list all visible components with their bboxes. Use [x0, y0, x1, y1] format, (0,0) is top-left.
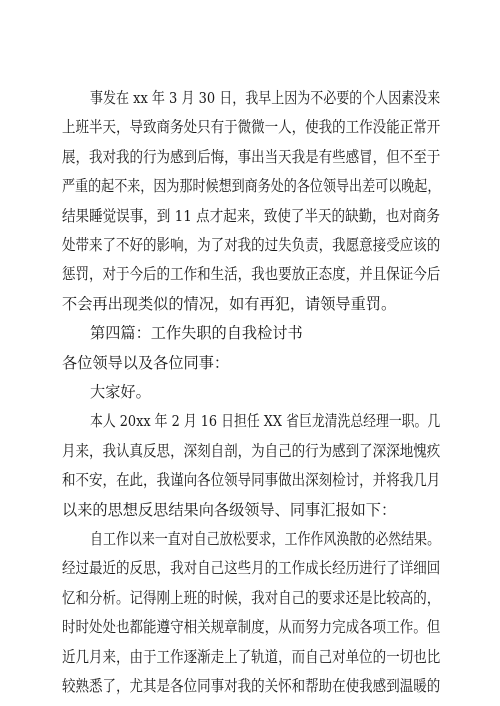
text-line: 处带来了不好的影响，为了对我的过失负责，我愿意接受应该的 — [62, 236, 441, 254]
text-line: 本人 20xx 年 2 月 16 日担任 XX 省巨龙清洗总经理一职。几 — [90, 412, 441, 431]
text-line: 不会再出现类似的情况，如有再犯，请领导重罚。 — [62, 294, 397, 313]
text-line: 月来，我认真反思，深刻自剖，为自己的行为感到了深深地愧疚 — [62, 441, 441, 460]
text-line: 展，我对我的行为感到后悔，事出当天我是有些感冒，但不至于 — [62, 147, 441, 166]
text-line: 时时处处也都能遵守相关规章制度，从而努力完成各项工作。但 — [62, 618, 441, 637]
text-line: 事发在 xx 年 3 月 30 日，我早上因为不必要的个人因素没来 — [90, 89, 441, 107]
text-line: 经过最近的反思，我对自己这些月的工作成长经历进行了详细回 — [62, 559, 441, 578]
text-line: 结果睡觉误事，到 11 点才起来，致使了半天的缺勤，也对商务 — [62, 206, 440, 225]
salutation: 各位领导以及各位同事： — [62, 353, 230, 372]
text-line: 和不安，在此，我谨向各位领导同事做出深刻检讨，并将我几月 — [62, 471, 441, 490]
text-line: 近几月来，由于工作逐渐走上了轨道，而自己对单位的一切也比 — [62, 647, 441, 666]
text-line: 自工作以来一直对自己放松要求，工作作风涣散的必然结果。 — [90, 530, 441, 548]
text-line: 忆和分析。记得刚上班的时候，我对自己的要求还是比较高的， — [62, 588, 441, 607]
text-line: 惩罚，对于今后的工作和生活，我也要放正态度，并且保证今后 — [62, 265, 441, 284]
text-line: 较熟悉了，尤其是各位同事对我的关怀和帮助在使我感到温暖的 — [62, 677, 441, 695]
text-line: 上班半天，导致商务处只有于微微一人，使我的工作没能正常开 — [62, 118, 441, 137]
section-heading: 第四篇：工作失职的自我检讨书 — [90, 324, 303, 343]
text-line: 以来的思想反思结果向各级领导、同事汇报如下： — [62, 500, 397, 519]
greeting: 大家好。 — [90, 383, 151, 401]
text-line: 严重的起不来，因为那时候想到商务处的各位领导出差可以晚起， — [62, 177, 441, 196]
